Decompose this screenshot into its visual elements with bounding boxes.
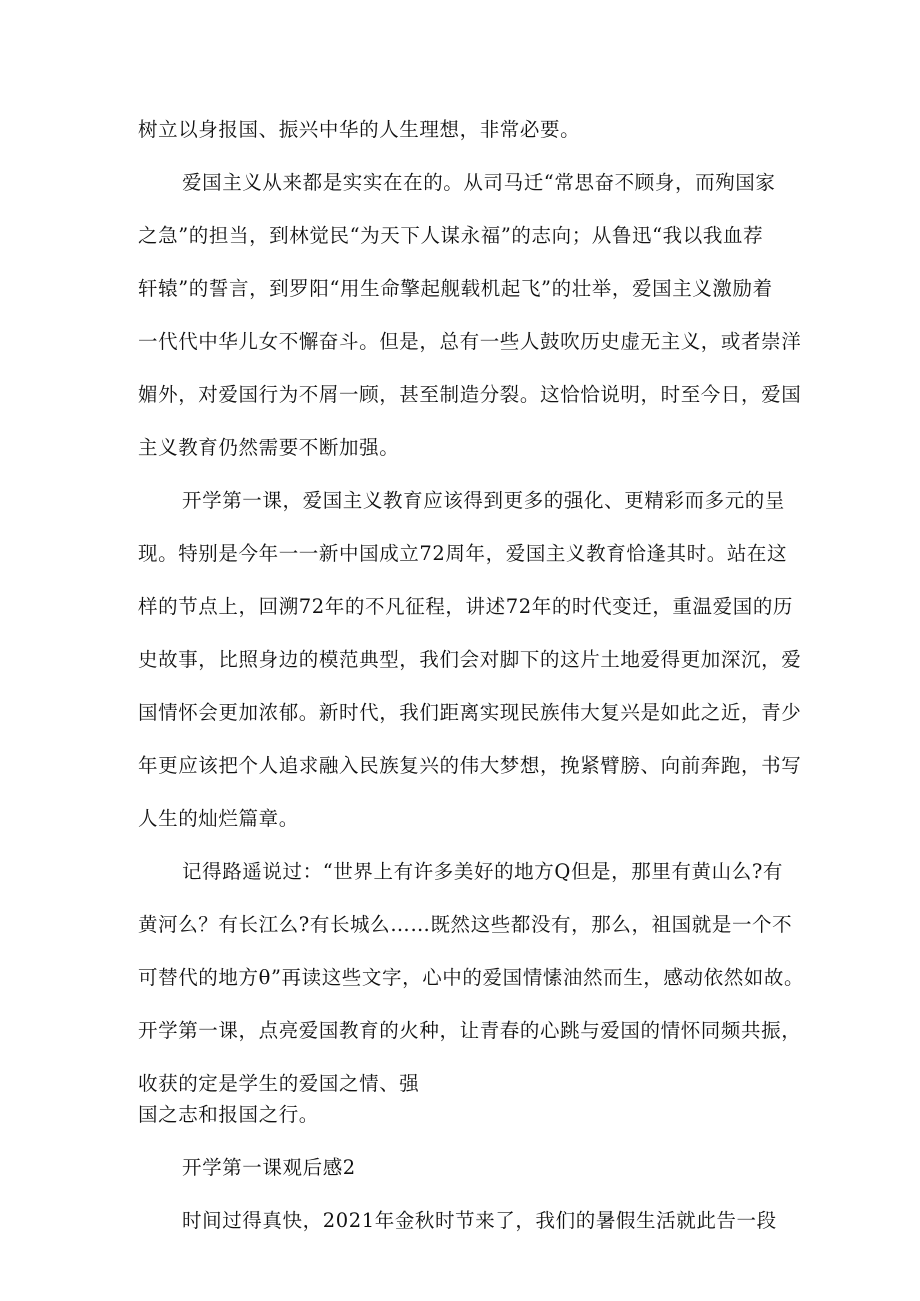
text-line-15: 记得路遥说过：“世界上有许多美好的地方Q但是，那里有黄山么?有	[182, 860, 784, 883]
text-line-3: 之急”的担当，到林觉民“为天下人谋永福”的志向；从鲁迅“我以我血荐	[138, 224, 764, 247]
text-line-6: 媚外，对爱国行为不屑一顾，甚至制造分裂。这恰恰说明，时至今日，爱国	[138, 383, 802, 406]
text-line-8: 开学第一课，爱国主义教育应该得到更多的强化、更精彩而多元的呈	[182, 489, 786, 512]
text-line-9: 现。特别是今年一一新中国成立72周年，爱国主义教育恰逢其时。站在这	[138, 542, 788, 565]
text-line-13: 年更应该把个人追求融入民族复兴的伟大梦想，挽紧臂膀、向前奔跑，书写	[138, 754, 802, 777]
text-line-5: 一代代中华儿女不懈奋斗。但是，总有一些人鼓吹历史虚无主义，或者崇洋	[138, 330, 802, 353]
text-line-18: 开学第一课，点亮爱国教育的火种，让青春的心跳与爱国的情怀同频共振，	[138, 1019, 802, 1042]
text-line-10: 样的节点上，回溯72年的不凡征程，讲述72年的时代变迁，重温爱国的历	[138, 595, 794, 618]
text-line-19: 收获的定是学生的爱国之情、强	[138, 1072, 420, 1095]
text-line-22: 时间过得真快，2021年金秋时节来了，我们的暑假生活就此告一段	[182, 1209, 777, 1232]
text-line-7: 主义教育仍然需要不断加强。	[138, 436, 400, 459]
section-heading: 开学第一课观后感2	[182, 1156, 356, 1179]
text-line-16: 黄河么？有长江么?有长城么……既然这些都没有，那么，祖国就是一个不	[138, 913, 793, 936]
text-line-1: 树立以身报国、振兴中华的人生理想，非常必要。	[138, 118, 581, 141]
text-line-20: 国之志和报国之行。	[138, 1103, 319, 1126]
text-line-12: 国情怀会更加浓郁。新时代，我们距离实现民族伟大复兴是如此之近，青少	[138, 701, 802, 724]
text-line-4: 轩辕”的誓言，到罗阳“用生命擎起舰载机起飞”的壮举，爱国主义激励着	[138, 277, 773, 300]
text-line-11: 史故事，比照身边的模范典型，我们会对脚下的这片土地爱得更加深沉，爱	[138, 648, 802, 671]
text-line-17: 可替代的地方θ”再读这些文字，心中的爱国情愫油然而生，感动依然如故。	[138, 966, 805, 989]
text-line-2: 爱国主义从来都是实实在在的。从司马迁“常思奋不顾身，而殉国家	[182, 171, 776, 194]
text-line-14: 人生的灿烂篇章。	[138, 807, 299, 830]
